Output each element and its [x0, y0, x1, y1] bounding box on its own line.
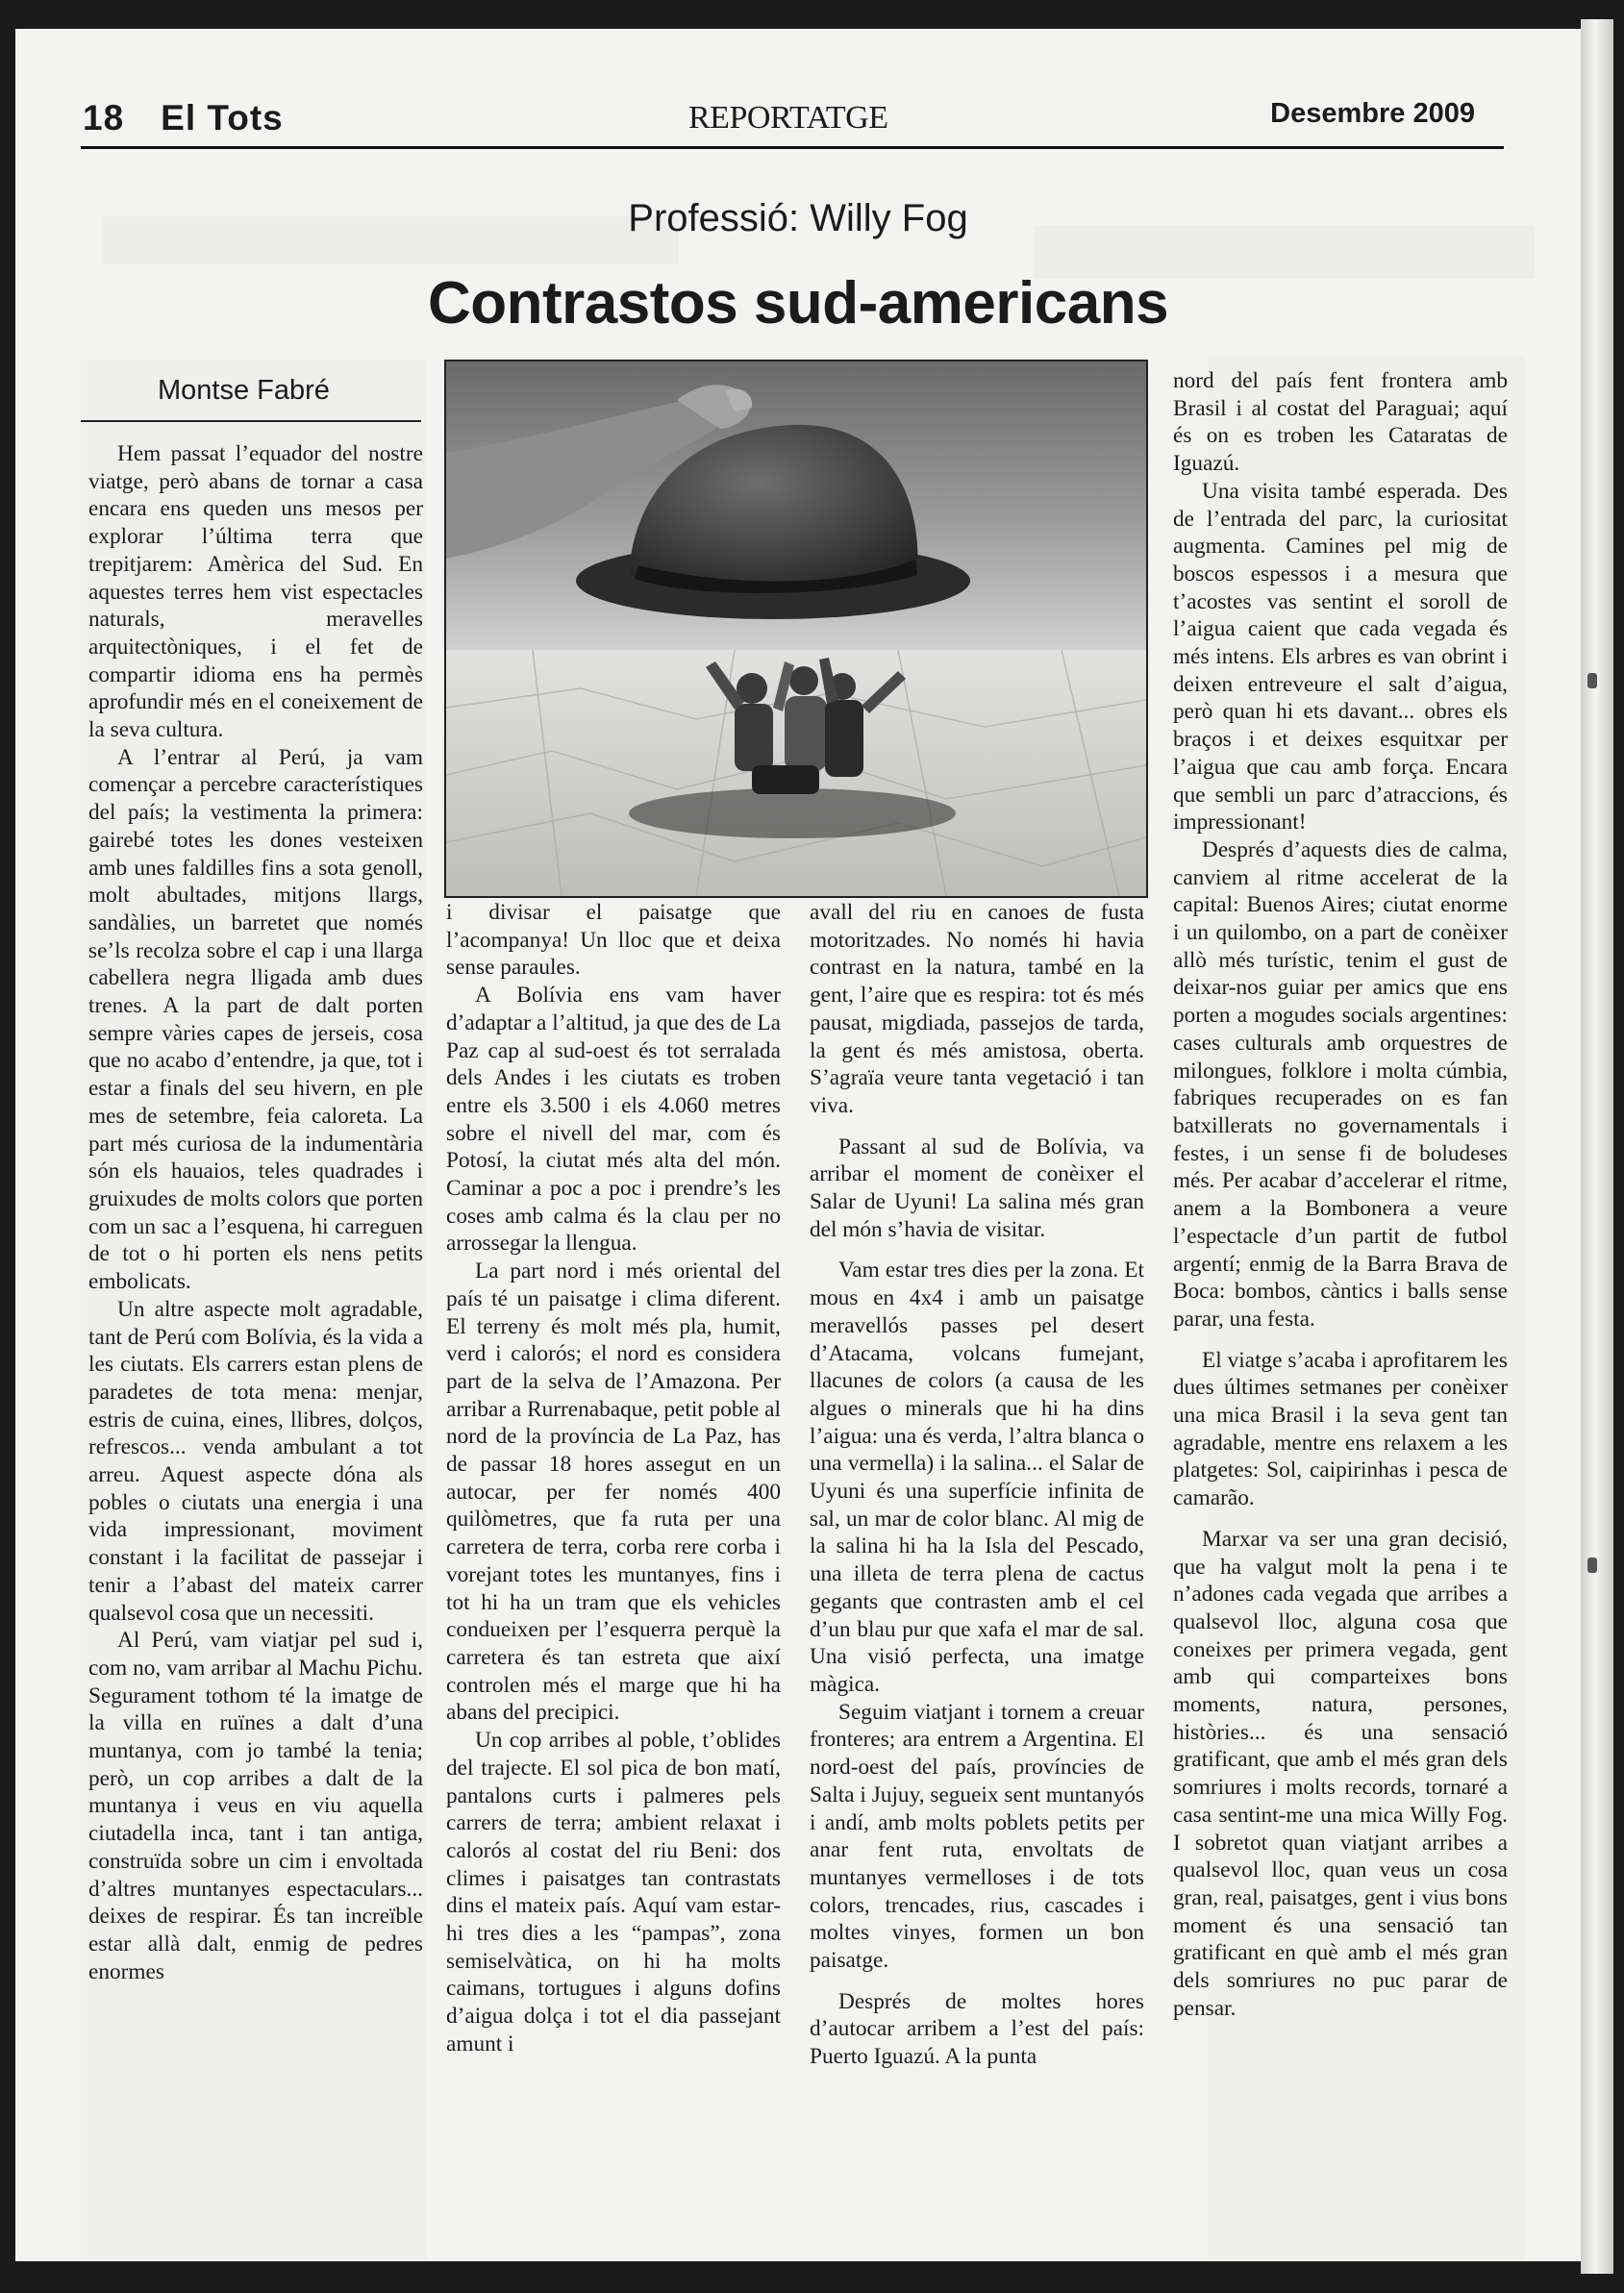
paragraph: Un cop arribes al poble, t’oblides del trajecte. El sol pica de bon matí, pantalons curts i palmeres pels carrers de terra; ambient relaxat i calorós al costat del riu Beni: dos climes i paisatges tan contrastats dins el mateix país. Aquí vam estar-hi tres dies a les “pampas”, zona semiselvàtica, on hi ha molts caimans, tortugues i alguns dofins d’aigua dolça i tot el dia passejant amunt i: [446, 1728, 781, 2056]
section-name: REPORTATGE: [688, 100, 888, 136]
running-head: [83, 98, 284, 138]
magazine-page: [15, 29, 1581, 2261]
paragraph: La part nord i més oriental del país té un paisatge i clima diferent. El terreny és molt més pla, humit, verd i calorós; el nord es considera part de la selva de l’Amazona. Per arribar a Rurrenabaque, petit poble al nord de la província de La Paz, has de passar 18 hores assegut en un autocar, per fer només 400 quilòmetres, que fa ruta per una carretera de terra, corba rere corba i vorejant totes les muntanyes, fins i tot hi ha un tram que els vehicles condueixen per l’esquerra perquè la carretera és tan estreta que així controlen més el marge que hi ha abans del precipici.: [446, 1259, 781, 1726]
paragraph: Després de moltes hores d’autocar arribem a l’est del país: Puerto Iguazú. A la punta: [810, 1988, 1144, 2070]
paragraph: A l’entrar al Perú, ja vam començar a percebre característiques del país; la vestimenta la primera: gairebé totes les dones vesteixen amb unes faldilles fins a sota genoll, molt abultades, mitjons llargs, sandàlies, un barretet que només se’ls recolza sobre el cap i una llarga cabellera negra lligada amb dues trenes. A la part de dalt porten sempre vàries capes de jerseis, cosa que no acabo d’entendre, ja que, tot i estar a finals del seu hivern, en ple mes de setembre, feia caloreta. La part més curiosa de la indumentària són els hauaios, teles quadrades i gruixudes de molts colors que porten com un sac a l’esquena, hi carreguen de tot o hi porten els nens petits embolicats.: [88, 744, 423, 1295]
binding-hole: [1587, 1558, 1597, 1573]
paragraph: Hem passat l’equador del nostre viatge, però abans de tornar a casa encara ens queden uns mesos per explorar l’última terra que trepitjarem: Amèrica del Sud. En aquestes terres hem vist espectacles naturals, meravelles arquitectòniques, i el fet de compartir idioma ens ha permès aprofundir més en el coneixement de la seva cultura.: [88, 441, 423, 743]
text-column-4: [1173, 367, 1508, 2022]
paragraph: Seguim viatjant i tornem a creuar fronteres; ara entrem a Argentina. El nord-oest del país, províncies de Salta i Jujuy, segueix sent muntanyós i andí, amb molts poblets petits per anar fent ruta, envoltats de muntanyes vermelloses i de tots colors, trencades, rius, cascades i moltes vinyes, formen un bon paisatge.: [810, 1699, 1144, 1974]
paragraph: Una visita també esperada. Des de l’entrada del parc, la curiositat augmenta. Camines pel mig de boscos espessos i a mesura que t’acostes vas sentint el soroll de l’aigua caient que cada vegada és més intens. Els arbres es van obrint i deixen entreveure el salt d’aigua, però quan hi ets davant... obres els braços i et deixes esquitxar per l’aigua que cau amb força. Encara que sembli un parc d’atraccions, és impressionant!: [1173, 478, 1508, 835]
paragraph: nord del país fent frontera amb Brasil i al costat del Paraguai; aquí és on es troben les Cataratas de Iguazú.: [1173, 368, 1508, 477]
paragraph: El viatge s’acaba i aprofitarem les dues últimes setmanes per conèixer una mica Brasil i la seva gent tan agradable, mentre ens relaxem a les platgetes: Sol, caipirinhas i pesca de camarão.: [1173, 1347, 1508, 1511]
byline-rule: [81, 420, 421, 422]
binding-hole: [1587, 673, 1597, 688]
article-kicker: Professió: Willy Fog: [628, 197, 968, 239]
text-column-2: [446, 899, 781, 2058]
text-column-1: [88, 440, 423, 1985]
paragraph: Passant al sud de Bolívia, va arribar el moment de conèixer el Salar de Uyuni! La salina més gran del món s’havia de visitar.: [810, 1134, 1144, 1242]
paragraph: Al Perú, vam viatjar pel sud i, com no, vam arribar al Machu Pichu. Segurament tothom té la imatge de la villa en ruïnes a dalt d’una muntanya, com jo també la tenia; però, un cop arribes a dalt de la muntanya i veus en viu aquella ciutadella inca, tant i tan antiga, construïda sobre un cim i envoltada d’altres muntanyes espectaculars... deixes de respirar. És tan increïble estar allà dalt, enmig de pedres enormes: [88, 1628, 423, 1984]
page-number: 18: [83, 98, 125, 137]
paragraph: Vam estar tres dies per la zona. Et mous en 4x4 i amb un paisatge meravellós passes pel desert d’Atacama, volcans fumejant, llacunes de colors (a causa de les algues o minerals que hi ha dins l’aigua: una és verda, l’altra blanca o una vermella) i la salina... el Salar de Uyuni és una superfície infinita de sal, un mar de color blanc. Al mig de la salina hi ha la Isla del Pescado, una illeta de terra plena de cactus gegants que contrasten amb el cel d’un blau pur que xafa el mar de sal. Una visió perfecta, una imatge màgica.: [810, 1258, 1144, 1697]
publication-name: El Tots: [161, 98, 284, 137]
paragraph: Després d’aquests dies de calma, canviem al ritme accelerat de la capital: Buenos Aires; ciutat enorme i un quilombo, on a part de conèixer allò més turístic, tenim el gust de deixar-nos guiar per amics que ens porten a mogudes socials argentines: cases culturals amb orquestres de milongues, folklore i molta cúmbia, fabriques recuperades on es fan batxillerats no governamentals i festes, i un sense fi de boludeses més. Per acabar d’accelerar el ritme, anem a la Bombonera a veure l’espectacle d’un partit de futbol argentí; enmig de la Barra Brava de Boca: bombos, càntics i balls sense parar, una festa.: [1173, 836, 1508, 1332]
article-title: Contrastos sud-americans: [427, 270, 1169, 336]
paragraph: Un altre aspecte molt agradable, tant de Perú com Bolívia, és la vida a les ciutats. Els carrers estan plens de paradetes de tota mena: menjar, estris de cuina, eines, llibres, dolços, refrescos... venda ambulant a tot arreu. Aquest aspecte dóna als pobles o ciutats una energia i una vida impressionant, moviment constant i la facilitat de passejar i tenir a l’abast del mateix carrer qualsevol cosa que un necessiti.: [88, 1296, 423, 1626]
paragraph: Marxar va ser una gran decisió, que ha valgut molt la pena i te n’adones cada vegada que arribes a qualsevol lloc, alguna cosa que coneixes per primera vegada, gent amb qui comparteixes bons moments, natura, persones, històries... és una sensació gratificant, que amb el més gran dels somriures i molts records, tornaré a casa sentint-me una mica Willy Fog. I sobretot quan viatjant arribes a qualsevol lloc, quan veus un cosa gran, real, paisatges, gent i vius bons moment és una sensació tan gratificant en què amb el més gran dels somriures no puc parar de pensar.: [1173, 1526, 1508, 2021]
author-byline: Montse Fabré: [158, 375, 330, 406]
hat-over-people-photo: [444, 360, 1148, 898]
paragraph: avall del riu en canoes de fusta motoritzades. No només hi havia contrast en la natura, també en la gent, l’aire que es respira: tot és més pausat, migdiada, passejos de tarda, la gent és més amistosa, oberta. S’agraïa veure tanta vegetació i tan viva.: [810, 900, 1144, 1118]
page-spine: [1581, 19, 1613, 2274]
header-rule: [81, 146, 1504, 149]
paragraph: A Bolívia ens vam haver d’adaptar a l’altitud, ja que des de La Paz cap al sud-oest és tot serralada dels Andes i les ciutats es troben entre els 3.500 i els 4.060 metres sobre el nivell del mar, com és Potosí, la ciutat més alta del món. Caminar a poc a poc i prendre’s les coses amb calma és la clau per no arrossegar la llengua.: [446, 983, 781, 1257]
paragraph: i divisar el paisatge que l’acompanya! Un lloc que et deixa sense paraules.: [446, 900, 781, 981]
text-column-3: [810, 899, 1144, 2071]
issue-date: Desembre 2009: [1270, 98, 1475, 129]
